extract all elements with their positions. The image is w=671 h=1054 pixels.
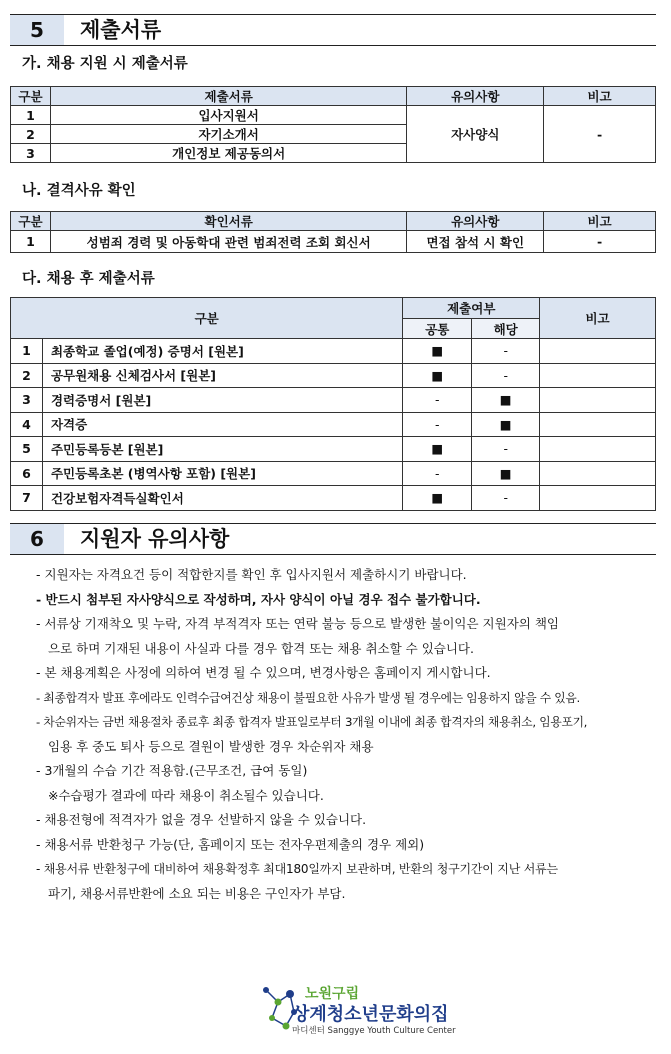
note-item: - 반드시 첨부된 자사양식으로 작성하며, 자사 양식이 아닐 경우 접수 불가합니다.: [36, 591, 481, 607]
row-applicable: -: [472, 437, 540, 462]
row-remark: [540, 339, 656, 364]
header-remark: 비고: [544, 212, 656, 231]
header-document: 확인서류: [50, 212, 406, 231]
header-note: 유의사항: [407, 87, 544, 106]
row-document: 경력증명서 [원본]: [42, 388, 402, 413]
row-document: 자기소개서: [50, 125, 406, 144]
note-item: - 서류상 기재착오 및 누락, 자격 부적격자 또는 연락 불능 등으로 발생한 불이익은 지원자의 책임: [36, 616, 559, 631]
row-applicable: ■: [472, 388, 540, 413]
row-applicable: -: [472, 339, 540, 364]
row-document: 건강보험자격득실확인서: [42, 486, 402, 511]
row-document: 최종학교 졸업(예정) 증명서 [원본]: [42, 339, 402, 364]
row-note: 자사양식: [407, 106, 544, 163]
note-item: - 차순위자는 금번 채용절차 종료후 최종 합격자 발표일로부터 3개월 이내에 최종 합격자의 채용취소, 임용포기,: [36, 715, 588, 729]
logo-line3: 마디센터 Sanggye Youth Culture Center: [292, 1026, 456, 1036]
row-document: 개인정보 제공동의서: [50, 144, 406, 163]
note-item: - 채용서류 반환청구에 대비하여 채용확정후 최대180일까지 보관하며, 반환의 청구기간이 지난 서류는: [36, 862, 558, 876]
header-applicable: 해당: [472, 319, 540, 339]
header-category: 구분: [11, 298, 403, 339]
row-number: 1: [11, 106, 51, 125]
row-remark: -: [544, 231, 656, 253]
note-item: - 3개월의 수습 기간 적용함.(근무조건, 급여 동일): [36, 763, 308, 778]
row-remark: [540, 486, 656, 511]
row-common: -: [403, 412, 472, 437]
header-note: 유의사항: [407, 212, 544, 231]
table-row: [11, 486, 656, 511]
disqualification-check-table: [10, 211, 656, 253]
row-number: 3: [11, 388, 43, 413]
row-common: ■: [403, 339, 472, 364]
row-number: 5: [11, 437, 43, 462]
row-applicable: -: [472, 363, 540, 388]
row-remark: [540, 461, 656, 486]
row-document: 공무원채용 신체검사서 [원본]: [42, 363, 402, 388]
row-document: 주민등록초본 (병역사항 포함) [원본]: [42, 461, 402, 486]
row-remark: [540, 437, 656, 462]
row-common: ■: [403, 486, 472, 511]
section-title: 지원자 유의사항: [80, 527, 230, 551]
row-remark: -: [544, 106, 656, 163]
note-item: - 최종합격자 발표 후에라도 인력수급여건상 채용이 불필요한 사유가 발생 될 경우에는 임용하지 않을 수 있음.: [36, 690, 580, 705]
section-5-header: [10, 14, 656, 46]
subsection-b-title: 나. 결격사유 확인: [22, 183, 136, 199]
row-number: 2: [11, 363, 43, 388]
table-row: [11, 106, 656, 125]
row-document: 입사지원서: [50, 106, 406, 125]
row-applicable: ■: [472, 461, 540, 486]
note-item: 으로 하며 기재된 내용이 사실과 다를 경우 합격 또는 채용 취소할 수 있습니다.: [48, 640, 474, 656]
logo-line1: 노원구립: [305, 986, 360, 1002]
subsection-c-title: 다. 채용 후 제출서류: [22, 271, 155, 287]
row-applicable: ■: [472, 412, 540, 437]
header-remark: 비고: [544, 87, 656, 106]
row-applicable: -: [472, 486, 540, 511]
header-submit: 제출여부: [403, 298, 540, 319]
row-common: ■: [403, 363, 472, 388]
note-item: 임용 후 중도 퇴사 등으로 결원이 발생한 경우 차순위자 채용: [48, 738, 374, 754]
note-item: - 채용서류 반환청구 가능(단, 홈페이지 또는 전자우편제출의 경우 제외): [36, 836, 425, 852]
header-common: 공통: [403, 319, 472, 339]
section-title: 제출서류: [80, 18, 162, 42]
header-document: 제출서류: [50, 87, 406, 106]
header-remark: 비고: [540, 298, 656, 339]
note-item: 파기, 채용서류반환에 소요 되는 비용은 구인자가 부담.: [48, 885, 346, 901]
row-number: 6: [11, 461, 43, 486]
row-remark: [540, 388, 656, 413]
row-document: 자격증: [42, 412, 402, 437]
post-hire-docs-table: [10, 297, 656, 511]
section-number: 5: [10, 15, 64, 45]
row-remark: [540, 363, 656, 388]
table-row: [11, 461, 656, 486]
row-common: -: [403, 388, 472, 413]
subsection-a-title: 가. 채용 지원 시 제출서류: [22, 56, 188, 72]
row-document: 주민등록등본 [원본]: [42, 437, 402, 462]
table-row: [11, 437, 656, 462]
table-row: [11, 339, 656, 364]
row-remark: [540, 412, 656, 437]
table-row: [11, 363, 656, 388]
table-row: [11, 412, 656, 437]
row-number: 1: [11, 339, 43, 364]
row-document: 성범죄 경력 및 아동학대 관련 범죄전력 조회 회신서: [50, 231, 406, 253]
row-number: 3: [11, 144, 51, 163]
header-category: 구분: [11, 87, 51, 106]
row-number: 2: [11, 125, 51, 144]
row-note: 면접 참석 시 확인: [407, 231, 544, 253]
row-common: -: [403, 461, 472, 486]
section-number: 6: [10, 524, 64, 554]
row-number: 4: [11, 412, 43, 437]
note-item: - 지원자는 자격요건 등이 적합한지를 확인 후 입사지원서 제출하시기 바랍니다.: [36, 567, 467, 582]
applicant-notes-list: [36, 563, 646, 906]
row-number: 1: [11, 231, 51, 253]
row-number: 7: [11, 486, 43, 511]
header-category: 구분: [11, 212, 51, 231]
row-common: ■: [403, 437, 472, 462]
logo-line2: 상계청소년문화의집: [292, 1004, 449, 1025]
note-item: - 본 채용계획은 사정에 의하여 변경 될 수 있으며, 변경사항은 홈페이지 게시합니다.: [36, 665, 491, 680]
table-row: [11, 231, 656, 253]
note-item: - 채용전형에 적격자가 없을 경우 선발하지 않을 수 있습니다.: [36, 812, 367, 827]
section-6-header: [10, 523, 656, 555]
note-item: ※수습평가 결과에 따라 채용이 취소될수 있습니다.: [48, 787, 324, 803]
submission-docs-table: [10, 86, 656, 163]
table-row: [11, 388, 656, 413]
